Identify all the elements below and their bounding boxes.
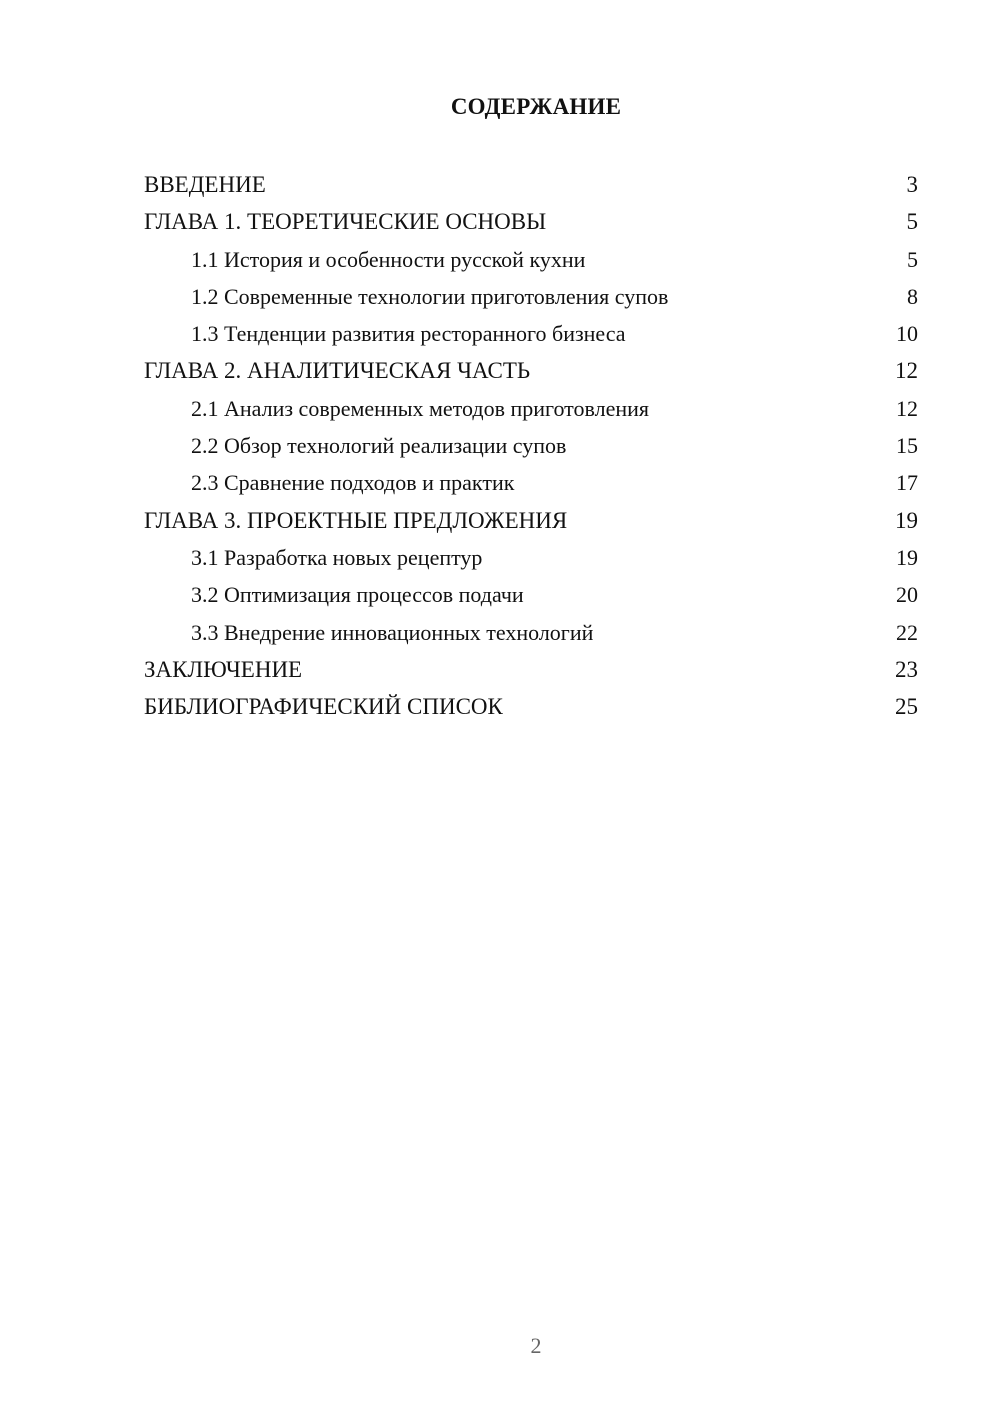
toc-entry-label: 1.1 История и особенности русской кухни (191, 246, 586, 272)
toc-entry-section-2-1 (144, 392, 918, 429)
table-of-contents (144, 168, 918, 727)
toc-entry-page: 5 (907, 246, 918, 272)
toc-entry-section-1-1 (144, 243, 918, 280)
toc-entry-label: ГЛАВА 1. ТЕОРЕТИЧЕСКИЕ ОСНОВЫ (144, 209, 547, 235)
toc-entry-chapter-1 (144, 205, 918, 242)
toc-entry-page: 5 (906, 209, 918, 235)
toc-entry-section-2-2 (144, 429, 918, 466)
toc-entry-conclusion (144, 653, 918, 690)
page-number: 2 (530, 1333, 542, 1358)
toc-entry-label: 2.3 Сравнение подходов и практик (191, 470, 515, 496)
toc-entry-chapter-3 (144, 504, 918, 541)
toc-entry-label: 2.2 Обзор технологий реализации супов (191, 433, 567, 459)
toc-entry-page: 12 (896, 395, 918, 421)
toc-entry-introduction (144, 168, 918, 205)
toc-entry-page: 3 (906, 172, 918, 197)
toc-entry-label: ВВЕДЕНИЕ (144, 172, 266, 197)
toc-entry-bibliography (144, 690, 918, 727)
toc-entry-label: 1.2 Современные технологии приготовления супов (191, 283, 669, 309)
toc-entry-label: 3.2 Оптимизация процессов подачи (191, 582, 524, 608)
toc-entry-chapter-2 (144, 354, 918, 391)
toc-entry-label: 3.3 Внедрение инновационных технологий (191, 619, 594, 645)
toc-entry-page: 19 (896, 544, 918, 570)
toc-entry-label: ГЛАВА 2. АНАЛИТИЧЕСКАЯ ЧАСТЬ (144, 358, 531, 384)
toc-entry-section-3-2 (144, 578, 918, 615)
toc-entry-page: 23 (895, 656, 918, 682)
toc-entry-page: 17 (896, 470, 918, 496)
toc-entry-page: 20 (896, 582, 918, 608)
toc-entry-page: 19 (895, 507, 918, 533)
toc-entry-label: 2.1 Анализ современных методов приготовления (191, 395, 650, 421)
toc-entry-page: 8 (907, 283, 918, 309)
toc-entry-label: БИБЛИОГРАФИЧЕСКИЙ СПИСОК (144, 694, 503, 720)
toc-entry-label: ЗАКЛЮЧЕНИЕ (144, 656, 303, 682)
toc-entry-page: 12 (895, 358, 918, 384)
page-title: СОДЕРЖАНИЕ (450, 94, 622, 119)
toc-entry-label: 3.1 Разработка новых рецептур (191, 544, 483, 570)
toc-entry-label: 1.3 Тенденции развития ресторанного бизнеса (191, 321, 626, 347)
toc-entry-section-2-3 (144, 466, 918, 503)
toc-entry-page: 25 (895, 694, 918, 720)
toc-entry-section-1-3 (144, 317, 918, 354)
toc-entry-page: 10 (896, 321, 918, 347)
toc-entry-page: 15 (896, 433, 918, 459)
toc-entry-section-3-1 (144, 541, 918, 578)
toc-entry-section-1-2 (144, 280, 918, 317)
toc-entry-page: 22 (896, 619, 918, 645)
toc-entry-label: ГЛАВА 3. ПРОЕКТНЫЕ ПРЕДЛОЖЕНИЯ (144, 507, 568, 533)
toc-entry-section-3-3 (144, 616, 918, 653)
